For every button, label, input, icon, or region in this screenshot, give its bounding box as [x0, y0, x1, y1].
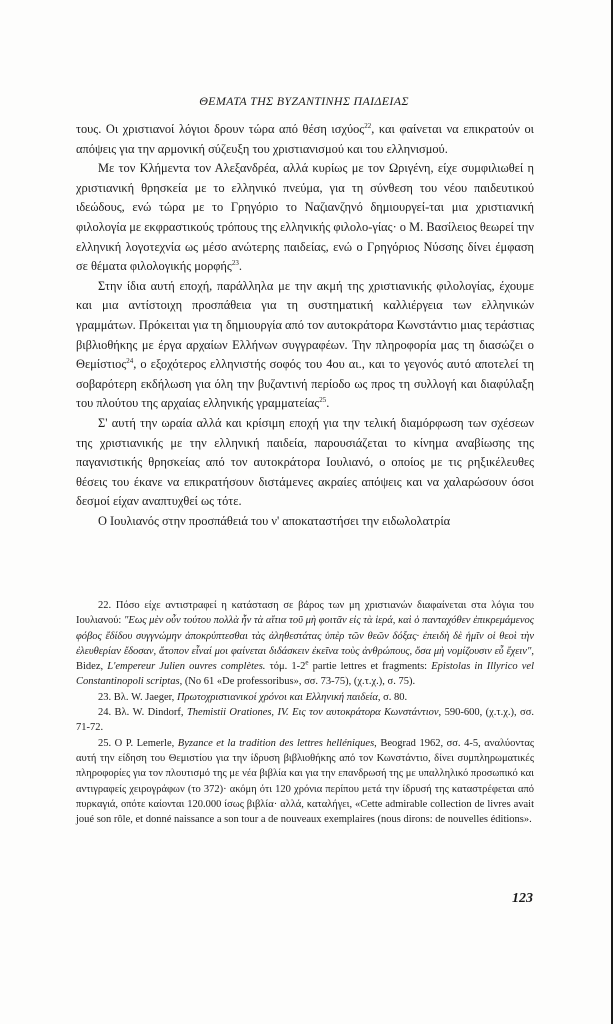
text-span: Ο Ιουλιανός στην προσπάθειά του ν' αποκαταστήσει την ειδωλολατρία: [98, 513, 451, 528]
footnotes: [76, 598, 534, 827]
running-head: ΘΕΜΑΤΑ ΤΗΣ ΒΥΖΑΝΤΙΝΗΣ ΠΑΙΔΕΙΑΣ: [199, 94, 409, 108]
text-span: , (Nο 61 «De professoribus», σσ. 73-75), (χ.τ.χ.), σ. 75).: [179, 676, 416, 688]
text-span: Στην ίδια αυτή εποχή, παράλληλα με την ακμή της χριστιανικής φιλολογίας, έχουμε και μια αντίστοιχη προσπάθεια για τη συστηματική καλλιέργεια των ελληνικών γραμμάτων. Πρόκειται για τη δημιουργία από τον αυτοκράτορα Κωνστάντιο μιας τεράστιας βιβλιοθήκης με έργα αρχαίων Ελλήνων συγγραφέων. Την πληροφορία μας τη διασώζει ο Θεμίστιος: [76, 278, 534, 372]
text-span: , 590-600, (χ.τ.χ.), σσ. 71-72.: [76, 707, 534, 734]
text-span: 25. O P. Lemerle,: [98, 737, 178, 749]
page-number: 123: [512, 891, 533, 906]
footnote-23: [76, 690, 534, 705]
citation-title: L'empereur Julien ouvres complètes.: [107, 661, 266, 673]
paragraph: [76, 512, 534, 532]
footnote-24: [76, 705, 534, 736]
text-span: Με τον Κλήμεντα τον Αλεξανδρέα, αλλά κυρίως με τον Ωριγένη, είχε συμφιλιωθεί η χριστιανική θρησκεία με το ελληνικό πνεύμα, για τη σύνθεση του νέου παιδευτικού ιδεώδους, ενώ τώρα με το Γρηγόριο το Ναζιανζηνό δημιουργεί-ται μια χριστιανική φιλολογία με εκφραστικούς τρόπους της ελληνικής φιλολο-γίας· ο Μ. Βασίλειος θεωρεί την ελληνική λογοτεχνία ως μέσο ανώτερης παιδείας, ενώ ο Γρηγόριος Νύσσης δίνει έμφαση σε θέματα φιλολογικής μορφής: [76, 161, 534, 274]
main-text: [76, 120, 534, 531]
citation-title: Themistii Orationes, IV. Εις τον αυτοκράτορα Κωνστάντιον: [186, 707, 439, 719]
citation-title: Byzance et la tradition des lettres helléniques: [177, 737, 375, 749]
text-span: , και φαίνεται να επικρατούν οι απόψεις για την αρμονική σύζευξη του χριστιανισμού και του ελληνισμού.: [76, 122, 534, 156]
paragraph: [76, 414, 534, 512]
text-span: τους. Οι χριστιανοί λόγιοι δρουν τώρα από θέση ισχύος: [76, 122, 365, 136]
paragraph: [76, 277, 534, 414]
footnote-25: [76, 736, 534, 828]
footnote-ref[interactable]: 23: [231, 259, 239, 268]
text-span: , Beograd 1962, σσ. 4-5, αναλύοντας αυτή την είδηση του Θεμιστίου για την ίδρυση βιβλιοθήκης από τον Κωνστάντιο, δίνει συμπληρωματικές πληροφορίες για τον πλουτισμό της με νέα βιβλία και για την επανδρωσή της με υπαλληλικό προσωπικό και αντιγραφείς χειρογράφων (το 372)· ακόμη ότι 120 χρόνια περίπου μετά την ίδρυσή της καταστρέφεται από πυρκαγιά, οπότε καίονται 120.000 ίσως βιβλία· αλλά, καταλήγει, «Cette admirable collection de livres avait joué son rôle, et donné naissance a son tour a de nouveaux exemplaires (nous dirons: de nouvelles éditions».: [76, 737, 534, 826]
paragraph: [76, 159, 534, 277]
footnote-ref[interactable]: 22: [364, 121, 372, 130]
text-span: 23. Βλ. W. Jaeger,: [98, 691, 177, 703]
footnote-ref[interactable]: 25: [319, 396, 327, 405]
citation-title: Epistolas in Illyrico vel Constantinopoli scriptas: [76, 661, 534, 688]
footnote-ref[interactable]: 24: [126, 357, 134, 365]
text-span: , Bidez,: [76, 645, 534, 673]
citation-title: Πρωτοχριστιανικοί χρόνοι και Ελληνική παιδεία: [176, 691, 378, 703]
greek-quote: "Εως μὲν οὖν τούτου πολλὰ ἦν τὰ αἴτια τοῦ μὴ φοιτᾶν εἰς τὰ ἱερά, καὶ ὁ πανταχόθεν ἐπικρεμάμενος φόβος ἔδίδου συγγνώμην ἀποκρύπτεσθαι τὰς ἀληθεστάτας ὑπὲρ τῶν θεῶν δόξας· ἐπειδὴ δὲ ἡμῖν οἱ θεοὶ τὴν ἐλευθερίαν ἔδοσαν, ἄτοπον εἶναί μοι φαίνεται διδάσκειν ἐκεῖνα τοὺς ἀνθρώπους, ὅσα μὴ νομίζουσιν εὖ ἔχειν": [76, 615, 534, 657]
text-span: 24. Βλ. W. Dindorf,: [98, 707, 187, 719]
text-span: .: [326, 396, 330, 411]
superscript: e: [305, 658, 309, 667]
footnote-22: [76, 598, 534, 690]
text-span: , σ. 80.: [377, 691, 408, 703]
text-span: , ο εξοχότερος ελληνιστής σοφός του 4ου αι., και το γεγονός αυτό αποτελεί τη σοβαρότερη εκδήλωση για όλη την βυζαντινή περίοδο ως προς τη συλλογή και διαφύλαξη του πλούτου της αρχαίας ελληνικής γραμματείας: [76, 357, 534, 411]
text-span: partie lettres et fragments:: [308, 661, 432, 673]
text-span: τόμ. 1-2: [265, 661, 306, 673]
text-span: .: [238, 259, 242, 274]
text-span: Σ' αυτή την ωραία αλλά και κρίσιμη εποχή για την τελική διαμόρφωση των σχέσεων της χριστιανικής με την ελληνική παιδεία, παρουσιάζεται το κίνημα αναβίωσης της παγανιστικής θρησκείας από τον αυτοκράτορα Ιουλιανό, ο οποίος με τις ρηξικέλευθες θέσεις του έκανε να επικρατήσουν διστάμενες ακραίες απόψεις και να χαλαρώσουν όσοι δεσμοί είχαν αναπτυχθεί ως τότε.: [76, 415, 534, 509]
paragraph: [76, 120, 534, 159]
text-span: 22. Πόσο είχε αντιστραφεί η κατάσταση σε βάρος των μη χριστιανών διαφαίνεται στα λόγια του Ιουλιανού:: [76, 600, 534, 627]
